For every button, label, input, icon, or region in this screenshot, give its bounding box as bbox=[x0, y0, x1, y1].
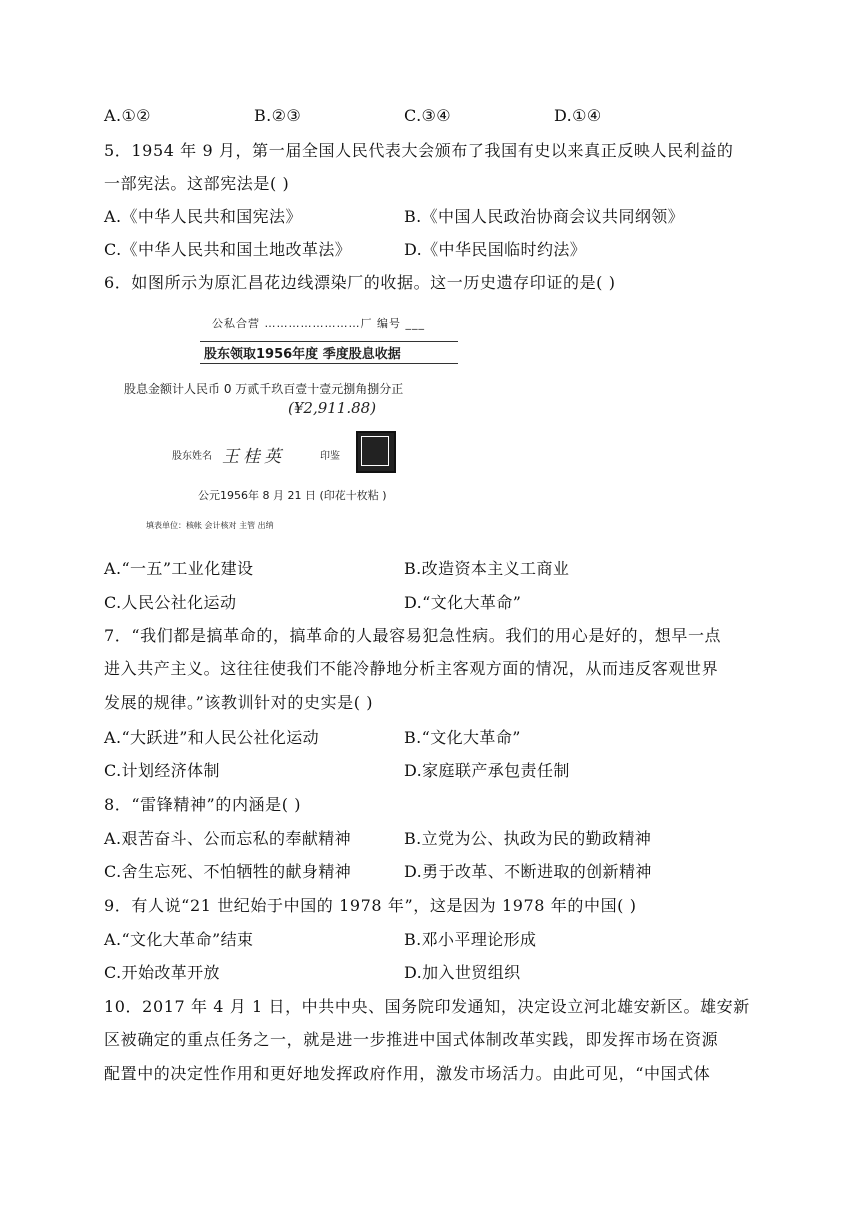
q8-option-c: C.舍生忘死、不怕牺牲的献身精神 bbox=[104, 862, 352, 881]
q5-option-c: C.《中华人民共和国土地改革法》 bbox=[104, 240, 352, 259]
q9-option-c: C.开始改革开放 bbox=[104, 963, 220, 982]
q4-option-c: C.③④ bbox=[404, 106, 452, 125]
q6-option-c: C.人民公社化运动 bbox=[104, 593, 237, 612]
receipt-amount-line: 股息金额计人民币 0 万贰千玖百壹十壹元捌角捌分正 bbox=[124, 382, 404, 396]
receipt-title-rule-top bbox=[200, 341, 458, 342]
q6-option-b: B.改造资本主义工商业 bbox=[404, 559, 570, 578]
q7-option-d: D.家庭联产承包责任制 bbox=[404, 761, 570, 780]
receipt-date-line: 公元1956年 8 月 21 日 (印花十枚粘 ) bbox=[198, 489, 387, 502]
q9-stem: 9．有人说“21 世纪始于中国的 1978 年”，这是因为 1978 年的中国( ) bbox=[104, 896, 637, 915]
receipt-seal-label: 印鉴 bbox=[320, 451, 340, 462]
q7-stem-line-1: 7．“我们都是搞革命的，搞革命的人最容易犯急性病。我们的用心是好的，想早一点 bbox=[104, 626, 722, 645]
receipt-header: 公私合营 ……………………厂 编号 ___ bbox=[212, 317, 425, 330]
q4-option-d: D.①④ bbox=[554, 106, 602, 125]
q7-stem-line-2: 进入共产主义。这往往使我们不能冷静地分析主客观方面的情况，从而违反客观世界 bbox=[104, 659, 719, 678]
q5-option-d: D.《中华民国临时约法》 bbox=[404, 240, 587, 259]
q9-option-d: D.加入世贸组织 bbox=[404, 963, 521, 982]
q9-option-b: B.邓小平理论形成 bbox=[404, 930, 537, 949]
q7-stem-line-3: 发展的规律。”该教训针对的史实是( ) bbox=[104, 693, 374, 712]
q6-stem: 6．如图所示为原汇昌花边线漂染厂的收据。这一历史遗存印证的是( ) bbox=[104, 273, 616, 292]
receipt-holder-name: 王桂英 bbox=[222, 447, 285, 467]
q5-stem-line-2: 一部宪法。这部宪法是( ) bbox=[104, 174, 290, 193]
q6-option-d: D.“文化大革命” bbox=[404, 593, 522, 612]
seal-inner-border bbox=[361, 436, 389, 466]
q8-option-a: A.艰苦奋斗、公而忘私的奉献精神 bbox=[104, 829, 352, 848]
q8-option-b: B.立党为公、执政为民的勤政精神 bbox=[404, 829, 652, 848]
dividend-receipt-image bbox=[120, 305, 530, 537]
receipt-footer: 填表单位：核帐 会计核对 主管 出纳 bbox=[146, 521, 274, 530]
receipt-title: 股东领取1956年度 季度股息收据 bbox=[204, 347, 401, 362]
q10-stem-line-2: 区被确定的重点任务之一，就是进一步推进中国式体制改革实践，即发挥市场在资源 bbox=[104, 1030, 719, 1049]
receipt-holder-label: 股东姓名 bbox=[172, 451, 212, 462]
q9-option-a: A.“文化大革命”结束 bbox=[104, 930, 254, 949]
q7-option-a: A.“大跃进”和人民公社化运动 bbox=[104, 728, 320, 747]
q5-option-b: B.《中国人民政治协商会议共同纲领》 bbox=[404, 207, 685, 226]
q5-option-a: A.《中华人民共和国宪法》 bbox=[104, 207, 302, 226]
q7-option-b: B.“文化大革命” bbox=[404, 728, 521, 747]
q8-stem: 8．“雷锋精神”的内涵是( ) bbox=[104, 795, 302, 814]
q10-stem-line-1: 10．2017 年 4 月 1 日，中共中央、国务院印发通知，决定设立河北雄安新区。雄安新 bbox=[104, 997, 750, 1016]
receipt-amount-number: (¥2,911.88) bbox=[288, 399, 377, 417]
q5-stem-line-1: 5．1954 年 9 月，第一届全国人民代表大会颁布了我国有史以来真正反映人民利益的 bbox=[104, 141, 734, 160]
q4-option-b: B.②③ bbox=[254, 106, 302, 125]
q4-option-a: A.①② bbox=[104, 106, 151, 125]
q7-option-c: C.计划经济体制 bbox=[104, 761, 220, 780]
q10-stem-line-3: 配置中的决定性作用和更好地发挥政府作用，激发市场活力。由此可见，“中国式体 bbox=[104, 1064, 711, 1083]
receipt-seal-stamp bbox=[356, 431, 396, 473]
q6-option-a: A.“一五”工业化建设 bbox=[104, 559, 254, 578]
receipt-title-rule-bottom bbox=[200, 363, 458, 364]
q8-option-d: D.勇于改革、不断进取的创新精神 bbox=[404, 862, 652, 881]
